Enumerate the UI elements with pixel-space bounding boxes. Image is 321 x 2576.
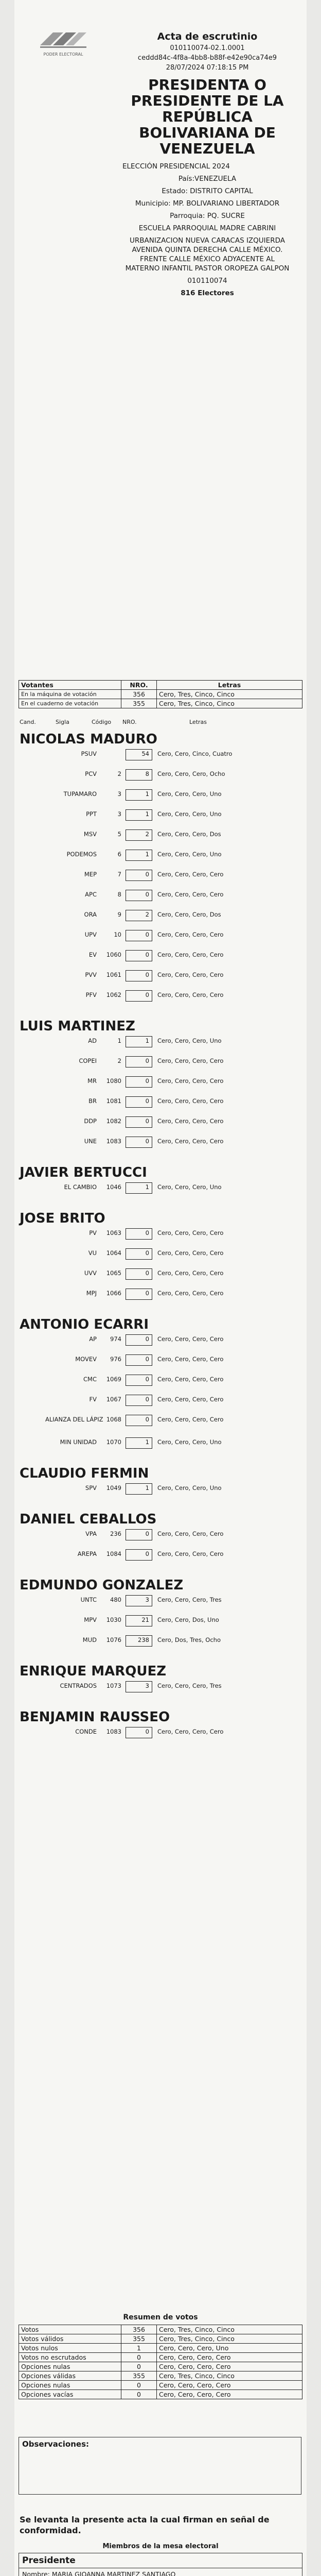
party-nro: 238: [138, 1636, 149, 1643]
party-letras: Cero, Cero, Cero, Cero: [157, 1229, 224, 1236]
party-code: 1066: [106, 1290, 121, 1297]
acta-title: Acta de escrutinio: [157, 31, 258, 42]
party-row: [20, 931, 301, 943]
party-row: [20, 1550, 301, 1563]
party-sigla: PPT: [86, 810, 97, 818]
party-nro: 0: [145, 1057, 149, 1064]
party-letras: Cero, Dos, Tres, Ocho: [157, 1636, 221, 1643]
party-code: 1084: [106, 1550, 121, 1557]
party-nro: 0: [145, 931, 149, 938]
resumen-label: Votos no escrutados: [19, 2353, 121, 2362]
party-row: [20, 810, 301, 823]
party-nro: 54: [141, 750, 149, 757]
resumen-row: [19, 2381, 302, 2390]
resumen-letras: Cero, Tres, Cinco, Cinco: [157, 2334, 302, 2344]
resumen-nro: 0: [121, 2353, 157, 2362]
party-row: [20, 1138, 301, 1150]
resumen-title: Resumen de votos: [123, 2313, 198, 2321]
party-letras: Cero, Cero, Cero, Cero: [157, 1117, 224, 1125]
party-row: [20, 1290, 301, 1302]
party-code: 1062: [106, 991, 121, 998]
party-row: [20, 1097, 301, 1110]
party-code: 236: [110, 1530, 121, 1537]
party-code: 1046: [106, 1183, 121, 1191]
party-row: [20, 1229, 301, 1242]
resumen-row: [19, 2362, 302, 2371]
letras-header: Letras: [157, 681, 302, 690]
party-letras: Cero, Cero, Cero, Cero: [157, 1416, 224, 1423]
party-letras: Cero, Cero, Cero, Uno: [157, 1438, 222, 1446]
conformidad-text: Se levanta la presente acta la cual firman en señal de conformidad.: [20, 2515, 270, 2535]
resumen-label: Opciones válidas: [19, 2371, 121, 2381]
party-code: 1076: [106, 1636, 121, 1643]
candidate-name: CLAUDIO FERMIN: [20, 1466, 149, 1481]
party-row: [20, 1183, 301, 1196]
candidate-name: ANTONIO ECARRI: [20, 1317, 149, 1332]
votantes-row-label: En la máquina de votación: [19, 690, 121, 699]
municipio: Municipio: MP. BOLIVARIANO LIBERTADOR: [135, 199, 280, 208]
party-row: [20, 1616, 301, 1629]
party-code: 1049: [106, 1484, 121, 1492]
party-nro: 21: [141, 1616, 149, 1623]
party-code: 1080: [106, 1077, 121, 1084]
party-code: 6: [117, 851, 121, 858]
party-letras: Cero, Cero, Cero, Cero: [157, 1550, 224, 1557]
party-letras: Cero, Cero, Cero, Cero: [157, 891, 224, 898]
party-nro: 1: [145, 1438, 149, 1446]
party-nro: 0: [145, 1396, 149, 1403]
party-code: 1: [117, 1037, 121, 1044]
party-sigla: PODEMOS: [66, 851, 97, 858]
party-row: [20, 991, 301, 1004]
candidate-name: JOSE BRITO: [20, 1211, 105, 1226]
party-letras: Cero, Cero, Cero, Dos: [157, 911, 221, 918]
party-sigla: MSV: [83, 831, 97, 838]
party-letras: Cero, Cero, Cero, Ocho: [157, 770, 225, 777]
party-sigla: UPV: [84, 931, 97, 938]
nro-header: NRO.: [121, 681, 157, 690]
party-letras: Cero, Cero, Cero, Uno: [157, 1037, 222, 1044]
resumen-nro: 0: [121, 2390, 157, 2399]
col-nro: NRO.: [122, 719, 137, 725]
resumen-label: Votos nulos: [19, 2344, 121, 2353]
party-row: [20, 971, 301, 984]
party-code: 1030: [106, 1616, 121, 1623]
miembros-title: Miembros de la mesa electoral: [102, 2543, 219, 2550]
parroquia: Parroquia: PQ. SUCRE: [170, 212, 245, 220]
party-sigla: CMC: [83, 1376, 97, 1383]
party-sigla: CONDE: [75, 1728, 97, 1735]
resumen-nro: 355: [121, 2334, 157, 2344]
party-nro: 2: [145, 831, 149, 838]
direccion: URBANIZACION NUEVA CARACAS IZQUIERDA AVENIDA QUINTA DERECHA CALLE MÉXICO. FRENTE CALLE MÉXICO ADYACENTE AL MATERNO INFANTIL PASTOR OROPEZA GALPON: [125, 236, 290, 273]
party-sigla: COPEI: [79, 1057, 97, 1064]
party-sigla: VPA: [85, 1530, 97, 1537]
party-letras: Cero, Cero, Cero, Cero: [157, 1728, 224, 1735]
party-sigla: ALIANZA DEL LÁPIZ: [45, 1416, 103, 1423]
votantes-row-nro: 355: [121, 699, 157, 708]
party-code: 8: [117, 891, 121, 898]
resumen-label: Opciones nulas: [19, 2381, 121, 2390]
election-title: PRESIDENTA O PRESIDENTE DE LA REPÚBLICA BOLIVARIANA DE VENEZUELA: [131, 76, 284, 157]
party-row: [20, 1530, 301, 1543]
party-row: [20, 1376, 301, 1388]
candidate-name: NICOLAS MADURO: [20, 732, 157, 747]
col-codigo: Código: [92, 719, 112, 725]
party-nro: 0: [145, 1097, 149, 1105]
resumen-row: [19, 2390, 302, 2399]
party-nro: 0: [145, 991, 149, 998]
resumen-row: [19, 2344, 302, 2353]
party-code: 3: [117, 810, 121, 818]
votantes-table: [19, 680, 302, 708]
party-row: [20, 891, 301, 903]
member-nombre: Nombre: MARIA GIOANNA MARTINEZ SANTIAGO: [19, 2568, 302, 2576]
resumen-letras: Cero, Cero, Cero, Cero: [157, 2362, 302, 2371]
party-letras: Cero, Cero, Cero, Cero: [157, 931, 224, 938]
party-letras: Cero, Cero, Cero, Cero: [157, 971, 224, 978]
party-letras: Cero, Cero, Cero, Cero: [157, 1396, 224, 1403]
resumen-table: [19, 2325, 302, 2399]
acta-code: 010110074-02.1.0001: [170, 44, 245, 52]
party-code: 1065: [106, 1269, 121, 1277]
party-sigla: PSUV: [81, 750, 97, 757]
party-nro: 0: [145, 1077, 149, 1084]
party-code: 9: [117, 911, 121, 918]
party-nro: 0: [145, 1269, 149, 1277]
acta-hash: ceddd84c-4f8a-4bb8-b88f-e42e90ca74e9: [137, 54, 277, 62]
resumen-nro: 356: [121, 2325, 157, 2334]
party-row: [20, 951, 301, 963]
party-row: [20, 750, 301, 762]
resumen-nro: 0: [121, 2362, 157, 2371]
party-row: [20, 1728, 301, 1740]
party-sigla: AD: [88, 1037, 97, 1044]
party-row: [20, 1117, 301, 1130]
party-row: [20, 831, 301, 843]
party-code: 976: [110, 1355, 121, 1363]
party-sigla: UNTC: [80, 1596, 97, 1603]
resumen-nro: 1: [121, 2344, 157, 2353]
party-sigla: BR: [88, 1097, 97, 1105]
party-row: [20, 911, 301, 923]
resumen-nro: 0: [121, 2381, 157, 2390]
party-code: 480: [110, 1596, 121, 1603]
party-nro: 1: [145, 851, 149, 858]
resumen-row: [19, 2353, 302, 2362]
party-sigla: EL CAMBIO: [64, 1183, 97, 1191]
party-code: 1069: [106, 1376, 121, 1383]
party-letras: Cero, Cero, Cero, Dos: [157, 831, 221, 838]
party-sigla: PVV: [85, 971, 97, 978]
party-code: 1082: [106, 1117, 121, 1125]
party-nro: 2: [145, 911, 149, 918]
party-sigla: CENTRADOS: [60, 1682, 97, 1689]
party-sigla: PFV: [85, 991, 97, 998]
party-row: [20, 1636, 301, 1649]
party-letras: Cero, Cero, Cero, Cero: [157, 1335, 224, 1343]
party-sigla: AREPA: [77, 1550, 97, 1557]
party-letras: Cero, Cero, Cero, Tres: [157, 1596, 222, 1603]
acta-paper: [14, 0, 307, 2576]
party-nro: 0: [145, 1249, 149, 1257]
party-letras: Cero, Cero, Cero, Cero: [157, 1097, 224, 1105]
party-nro: 0: [145, 1728, 149, 1735]
resumen-label: Opciones nulas: [19, 2362, 121, 2371]
party-letras: Cero, Cero, Cero, Tres: [157, 1682, 222, 1689]
party-nro: 0: [145, 871, 149, 878]
party-nro: 0: [145, 1550, 149, 1557]
party-nro: 1: [145, 1037, 149, 1044]
party-code: 5: [117, 831, 121, 838]
party-sigla: FV: [89, 1396, 97, 1403]
votantes-row-nro: 356: [121, 690, 157, 699]
candidate-name: ENRIQUE MARQUEZ: [20, 1664, 167, 1679]
party-row: [20, 1335, 301, 1348]
party-code: 1061: [106, 971, 121, 978]
party-letras: Cero, Cero, Cero, Cero: [157, 1138, 224, 1145]
party-sigla: MIN UNIDAD: [60, 1438, 97, 1446]
party-row: [20, 1438, 301, 1451]
election-name: ELECCIÓN PRESIDENCIAL 2024: [122, 162, 230, 171]
party-nro: 0: [145, 891, 149, 898]
svg-text:PODER ELECTORAL: PODER ELECTORAL: [43, 52, 83, 57]
member-box: [19, 2553, 302, 2576]
pais: País:VENEZUELA: [178, 175, 237, 183]
party-letras: Cero, Cero, Cero, Cero: [157, 1376, 224, 1383]
party-code: 1070: [106, 1438, 121, 1446]
party-code: 1068: [106, 1416, 121, 1423]
party-code: 10: [114, 931, 121, 938]
electores: 816 Electores: [181, 289, 234, 297]
party-row: [20, 1355, 301, 1368]
candidate-name: EDMUNDO GONZALEZ: [20, 1578, 184, 1593]
candidate-name: BENJAMIN RAUSSEO: [20, 1709, 170, 1725]
party-sigla: AP: [89, 1335, 97, 1343]
party-row: [20, 1269, 301, 1282]
party-letras: Cero, Cero, Cero, Cero: [157, 1355, 224, 1363]
centro-code: 010110074: [187, 277, 227, 285]
party-code: 1067: [106, 1396, 121, 1403]
party-code: 2: [117, 770, 121, 777]
party-sigla: UNE: [84, 1138, 97, 1145]
candidate-name: JAVIER BERTUCCI: [20, 1165, 147, 1180]
party-row: [20, 851, 301, 863]
party-letras: Cero, Cero, Cero, Uno: [157, 1484, 222, 1492]
party-nro: 0: [145, 1138, 149, 1145]
votantes-row-letras: Cero, Tres, Cinco, Cinco: [157, 690, 302, 699]
party-letras: Cero, Cero, Cero, Cero: [157, 1077, 224, 1084]
candidate-name: DANIEL CEBALLOS: [20, 1512, 157, 1527]
party-sigla: APC: [85, 891, 97, 898]
cne-logo-icon: [35, 25, 92, 61]
candidate-name: LUIS MARTINEZ: [20, 1019, 135, 1034]
party-letras: Cero, Cero, Cero, Cero: [157, 1269, 224, 1277]
party-code: 1081: [106, 1097, 121, 1105]
party-row: [20, 770, 301, 783]
party-letras: Cero, Cero, Cero, Cero: [157, 1290, 224, 1297]
party-letras: Cero, Cero, Cero, Cero: [157, 1530, 224, 1537]
resumen-label: Votos: [19, 2325, 121, 2334]
party-row: [20, 1249, 301, 1262]
party-code: 1073: [106, 1682, 121, 1689]
party-letras: Cero, Cero, Cero, Cero: [157, 991, 224, 998]
resumen-letras: Cero, Cero, Cero, Uno: [157, 2344, 302, 2353]
party-code: 1083: [106, 1138, 121, 1145]
party-nro: 0: [145, 1355, 149, 1363]
party-row: [20, 1057, 301, 1070]
party-row: [20, 1416, 301, 1428]
party-sigla: UVV: [84, 1269, 97, 1277]
party-code: 974: [110, 1335, 121, 1343]
votantes-header: Votantes: [19, 681, 121, 690]
party-letras: Cero, Cero, Cero, Uno: [157, 851, 222, 858]
resumen-label: Opciones vacías: [19, 2390, 121, 2399]
party-letras: Cero, Cero, Cinco, Cuatro: [157, 750, 233, 757]
party-code: 1064: [106, 1249, 121, 1257]
col-cand: Cand.: [20, 719, 36, 725]
party-letras: Cero, Cero, Cero, Cero: [157, 951, 224, 958]
estado: Estado: DISTRITO CAPITAL: [162, 187, 253, 195]
party-sigla: SPV: [85, 1484, 97, 1492]
observaciones-label: Observaciones:: [22, 2439, 90, 2449]
party-nro: 0: [145, 1229, 149, 1236]
party-nro: 3: [145, 1682, 149, 1689]
party-nro: 0: [145, 1530, 149, 1537]
party-letras: Cero, Cero, Cero, Uno: [157, 790, 222, 798]
party-sigla: PCV: [85, 770, 97, 777]
party-letras: Cero, Cero, Cero, Cero: [157, 871, 224, 878]
party-sigla: MEP: [84, 871, 97, 878]
party-row: [20, 1077, 301, 1090]
party-code: 1063: [106, 1229, 121, 1236]
party-sigla: PV: [89, 1229, 97, 1236]
party-row: [20, 1037, 301, 1049]
party-sigla: EV: [88, 951, 97, 958]
party-code: 2: [117, 1057, 121, 1064]
party-row: [20, 1484, 301, 1497]
votantes-row-letras: Cero, Tres, Cinco, Cinco: [157, 699, 302, 708]
party-nro: 0: [145, 1290, 149, 1297]
party-nro: 8: [145, 770, 149, 777]
col-letras: Letras: [189, 719, 207, 725]
party-sigla: VU: [88, 1249, 97, 1257]
party-letras: Cero, Cero, Cero, Cero: [157, 1249, 224, 1257]
party-row: [20, 1396, 301, 1408]
party-nro: 0: [145, 1376, 149, 1383]
party-code: 7: [117, 871, 121, 878]
party-row: [20, 1596, 301, 1608]
party-sigla: MPJ: [86, 1290, 97, 1297]
party-letras: Cero, Cero, Cero, Uno: [157, 810, 222, 818]
resumen-row: [19, 2325, 302, 2334]
observaciones-box: [19, 2437, 301, 2495]
party-sigla: MR: [87, 1077, 97, 1084]
party-row: [20, 790, 301, 803]
resumen-letras: Cero, Cero, Cero, Cero: [157, 2353, 302, 2362]
party-row: [20, 871, 301, 883]
party-sigla: ORA: [84, 911, 97, 918]
party-nro: 0: [145, 951, 149, 958]
party-code: 3: [117, 790, 121, 798]
party-code: 1060: [106, 951, 121, 958]
resumen-letras: Cero, Cero, Cero, Cero: [157, 2390, 302, 2399]
party-sigla: MUD: [82, 1636, 97, 1643]
escuela: ESCUELA PARROQUIAL MADRE CABRINI: [138, 224, 276, 232]
member-role: Presidente: [19, 2553, 302, 2568]
party-nro: 1: [145, 1183, 149, 1191]
party-letras: Cero, Cero, Cero, Uno: [157, 1183, 222, 1191]
party-sigla: TUPAMARO: [63, 790, 97, 798]
resumen-label: Votos válidos: [19, 2334, 121, 2344]
party-nro: 0: [145, 1416, 149, 1423]
party-nro: 3: [145, 1596, 149, 1603]
party-letras: Cero, Cero, Cero, Cero: [157, 1057, 224, 1064]
party-nro: 1: [145, 790, 149, 798]
party-nro: 0: [145, 1117, 149, 1125]
resumen-letras: Cero, Cero, Cero, Cero: [157, 2381, 302, 2390]
party-code: 1083: [106, 1728, 121, 1735]
resumen-letras: Cero, Tres, Cinco, Cinco: [157, 2371, 302, 2381]
party-letras: Cero, Cero, Dos, Uno: [157, 1616, 219, 1623]
resumen-row: [19, 2371, 302, 2381]
resumen-letras: Cero, Tres, Cinco, Cinco: [157, 2325, 302, 2334]
party-sigla: MPV: [84, 1616, 97, 1623]
resumen-row: [19, 2334, 302, 2344]
party-sigla: DDP: [84, 1117, 97, 1125]
party-nro: 1: [145, 1484, 149, 1492]
col-sigla: Sigla: [56, 719, 69, 725]
acta-datetime: 28/07/2024 07:18:15 PM: [166, 64, 249, 72]
party-nro: 0: [145, 1335, 149, 1343]
party-nro: 0: [145, 971, 149, 978]
votantes-row-label: En el cuaderno de votación: [19, 699, 121, 708]
party-sigla: MOVEV: [75, 1355, 97, 1363]
resumen-nro: 355: [121, 2371, 157, 2381]
party-nro: 1: [145, 810, 149, 818]
party-row: [20, 1682, 301, 1694]
header-block: [122, 31, 292, 298]
